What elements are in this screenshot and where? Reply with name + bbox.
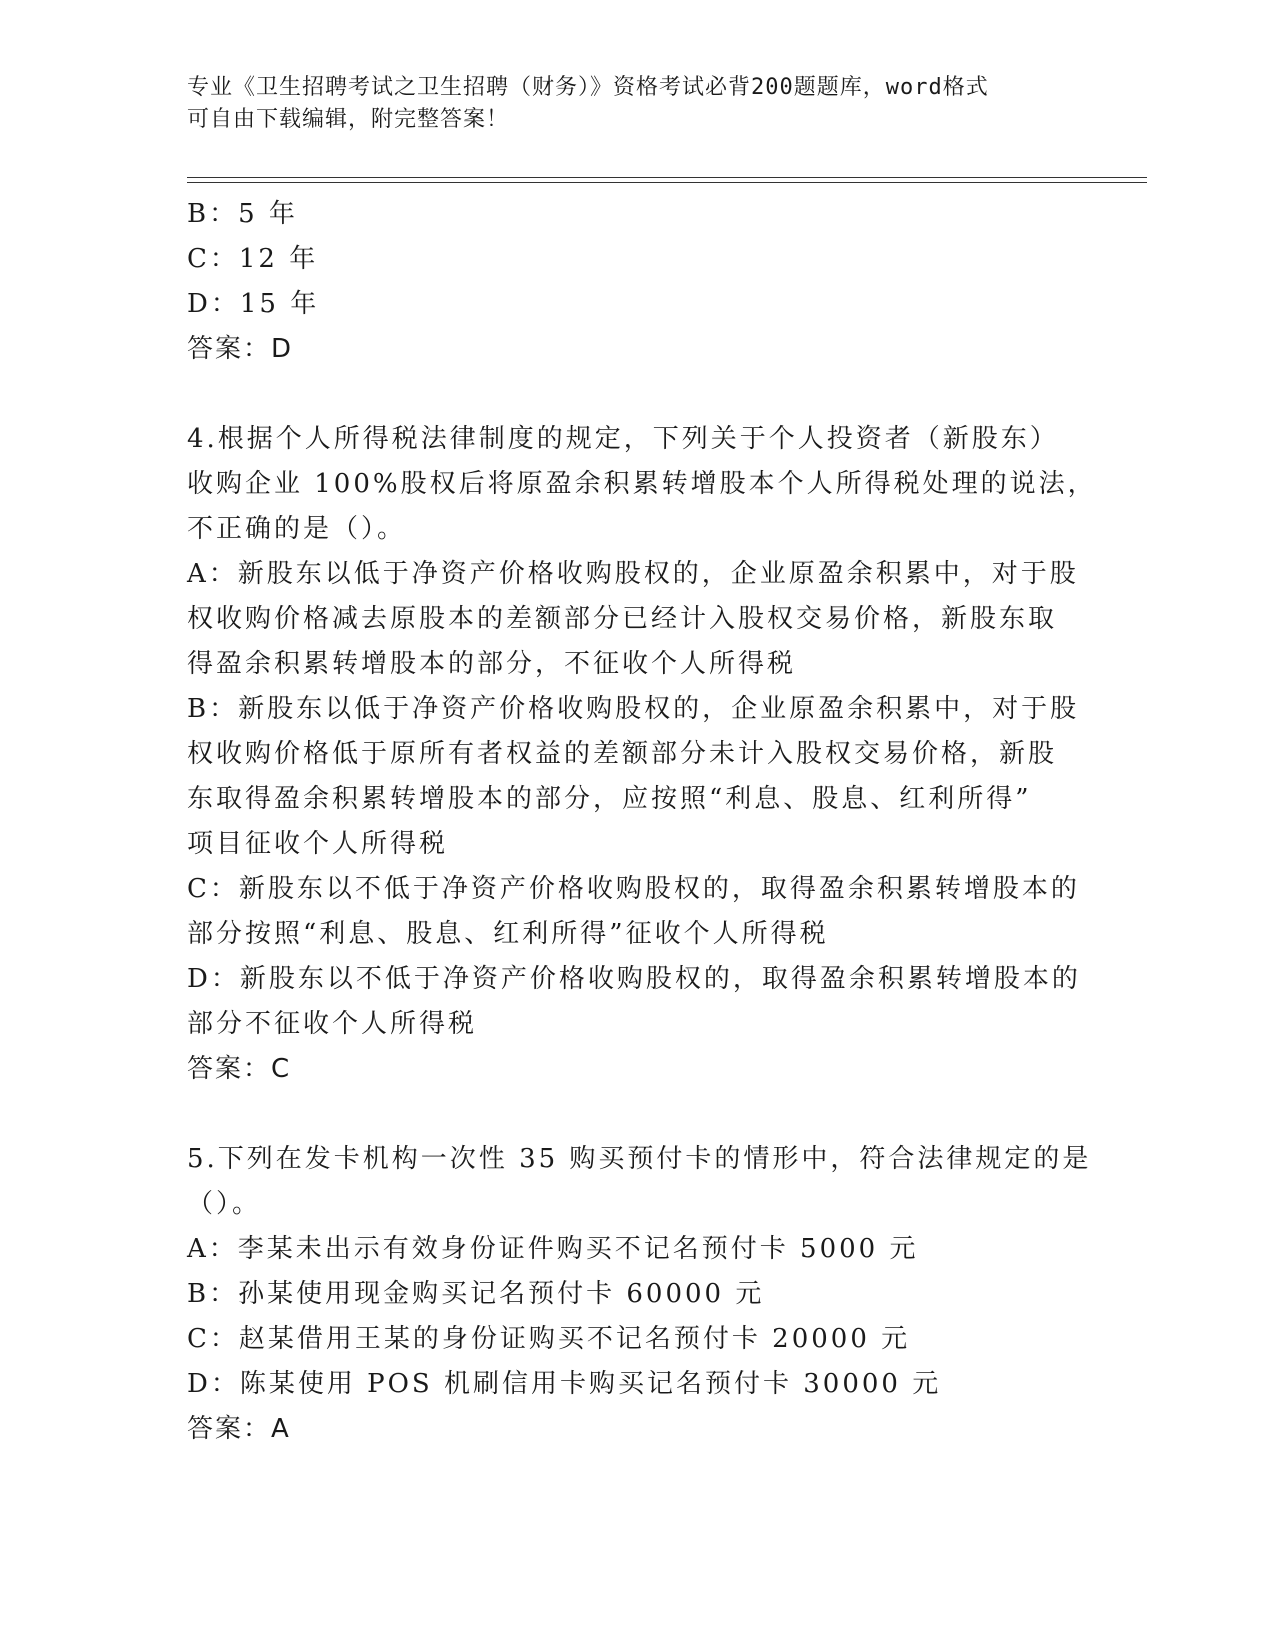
option-b: B：孙某使用现金购买记名预付卡 60000 元 (187, 1279, 765, 1309)
option-b-line: 项目征收个人所得税 (187, 829, 449, 859)
question-4-answer: 答案：C (187, 1054, 292, 1084)
question-line: （）。 (187, 1189, 262, 1219)
option-a-line: A：新股东以低于净资产价格收购股权的，企业原盈余积累中，对于股 (187, 559, 1079, 589)
question-line: 收购企业 100%股权后将原盈余积累转增股本个人所得税处理的说法， (187, 469, 1097, 499)
document-header (187, 72, 1067, 136)
header-line-2: 可自由下载编辑，附完整答案！ (187, 107, 510, 132)
question-3-answer: 答案：D (187, 334, 294, 364)
option-d: D：陈某使用 POS 机刷信用卡购买记名预付卡 30000 元 (187, 1369, 942, 1399)
spacer (187, 1092, 1067, 1137)
option-a: A：李某未出示有效身份证件购买不记名预付卡 5000 元 (187, 1234, 919, 1264)
question-3-options (187, 192, 1067, 327)
question-line: 5.下列在发卡机构一次性 35 购买预付卡的情形中，符合法律规定的是 (187, 1144, 1092, 1174)
option-b-line: 权收购价格低于原所有者权益的差额部分未计入股权交易价格，新股 (187, 739, 1058, 769)
document-body (187, 192, 1097, 1452)
question-line: 不正确的是（）。 (187, 514, 407, 544)
option-c-line: C：新股东以不低于净资产价格收购股权的，取得盈余积累转增股本的 (187, 874, 1080, 904)
option-b-line: 东取得盈余积累转增股本的部分，应按照“利息、股息、红利所得” (187, 784, 1032, 814)
question-line: 4.根据个人所得税法律制度的规定，下列关于个人投资者（新股东） (187, 424, 1059, 454)
option-a-line: 得盈余积累转增股本的部分，不征收个人所得税 (187, 649, 797, 679)
question-4-stem (187, 417, 1097, 552)
option-b-line: B：新股东以低于净资产价格收购股权的，企业原盈余积累中，对于股 (187, 694, 1080, 724)
option-a-line: 权收购价格减去原股本的差额部分已经计入股权交易价格，新股东取 (187, 604, 1058, 634)
spacer (187, 372, 1067, 417)
option-c-line: 部分按照“利息、股息、红利所得”征收个人所得税 (187, 919, 829, 949)
option-d-line: D：新股东以不低于净资产价格收购股权的，取得盈余积累转增股本的 (187, 964, 1081, 994)
option-b: B：5 年 (187, 199, 298, 229)
question-5-options (187, 1227, 1067, 1407)
option-d: D：15 年 (187, 289, 320, 319)
question-4-options (187, 552, 1081, 1047)
header-divider-bottom (187, 182, 1147, 183)
option-c: C：赵某借用王某的身份证购买不记名预付卡 20000 元 (187, 1324, 911, 1354)
option-c: C：12 年 (187, 244, 319, 274)
option-d-line: 部分不征收个人所得税 (187, 1009, 478, 1039)
header-line-1: 专业《卫生招聘考试之卫生招聘（财务）》资格考试必背200题题库，word格式 (187, 75, 989, 100)
question-5-stem (187, 1137, 1092, 1227)
header-divider-top (187, 177, 1147, 178)
question-5-answer: 答案：A (187, 1414, 291, 1444)
